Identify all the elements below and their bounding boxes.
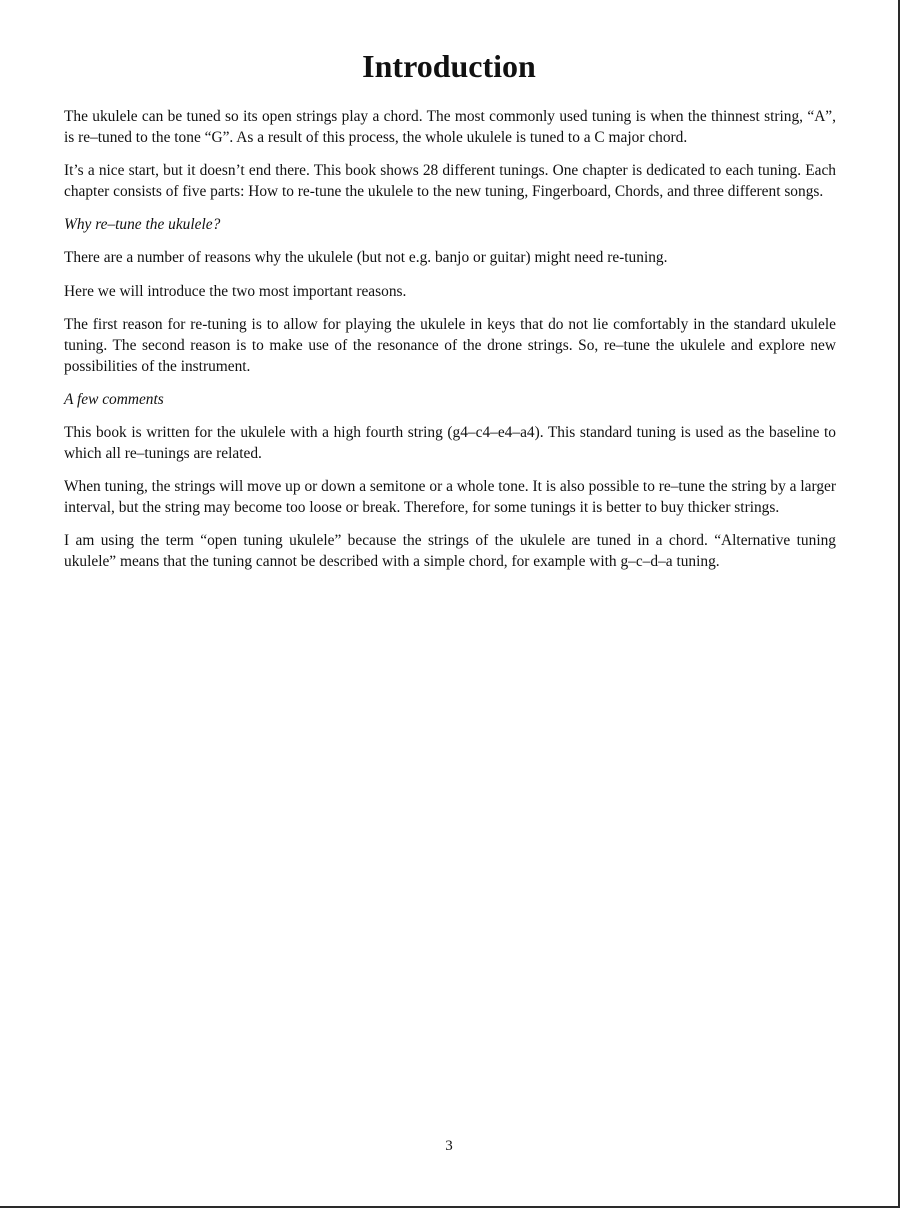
section-heading-why-retune: Why re–tune the ukulele? xyxy=(64,216,221,234)
paragraph-two-reasons: Here we will introduce the two most important reasons. xyxy=(64,282,407,300)
paragraph-reasons: There are a number of reasons why the ukulele (but not e.g. banjo or guitar) might need re-tuning. xyxy=(64,249,668,267)
paragraph-tuning-intro: The ukulele can be tuned so its open strings play a chord. The most commonly used tuning is when the thinnest string, “A”, is re–tuned to the tone “G”. As a result of this process, the whole ukulele is tuned to a C major chord. xyxy=(64,108,836,146)
paragraph-standard-tuning: This book is written for the ukulele with a high fourth string (g4–c4–e4–a4). This standard tuning is used as the baseline to which all re–tunings are related. xyxy=(64,424,836,463)
page-number: 3 xyxy=(445,1138,453,1154)
paragraph-terminology: I am using the term “open tuning ukulele” because the strings of the ukulele are tuned in a chord. “Alternative tuning ukulele” means that the tuning cannot be described with a simple chord, for example with g–c–d–a tuning. xyxy=(64,532,836,571)
body-text xyxy=(64,107,836,586)
paragraph-string-tension: When tuning, the strings will move up or down a semitone or a whole tone. It is also possible to re–tune the string by a larger interval, but the string may become too loose or break. Therefore, for some tunings it is better to buy thicker strings. xyxy=(64,478,836,517)
paragraph-first-reason: The first reason for re-tuning is to allow for playing the ukulele in keys that do not lie comfortably in the standard ukulele tuning. The second reason is to make use of the resonance of the drone strings. So, re–tune the ukulele and explore new possibilities of the instrument. xyxy=(64,316,836,375)
paragraph-book-overview: It’s a nice start, but it doesn’t end there. This book shows 28 different tunings. One chapter is dedicated to each tuning. Each chapter consists of five parts: How to re-tune the ukulele to the new tuning, Fingerboard, Chords, and three different songs. xyxy=(64,162,836,200)
page-title: Introduction xyxy=(362,48,536,84)
section-heading-few-comments: A few comments xyxy=(64,390,164,408)
